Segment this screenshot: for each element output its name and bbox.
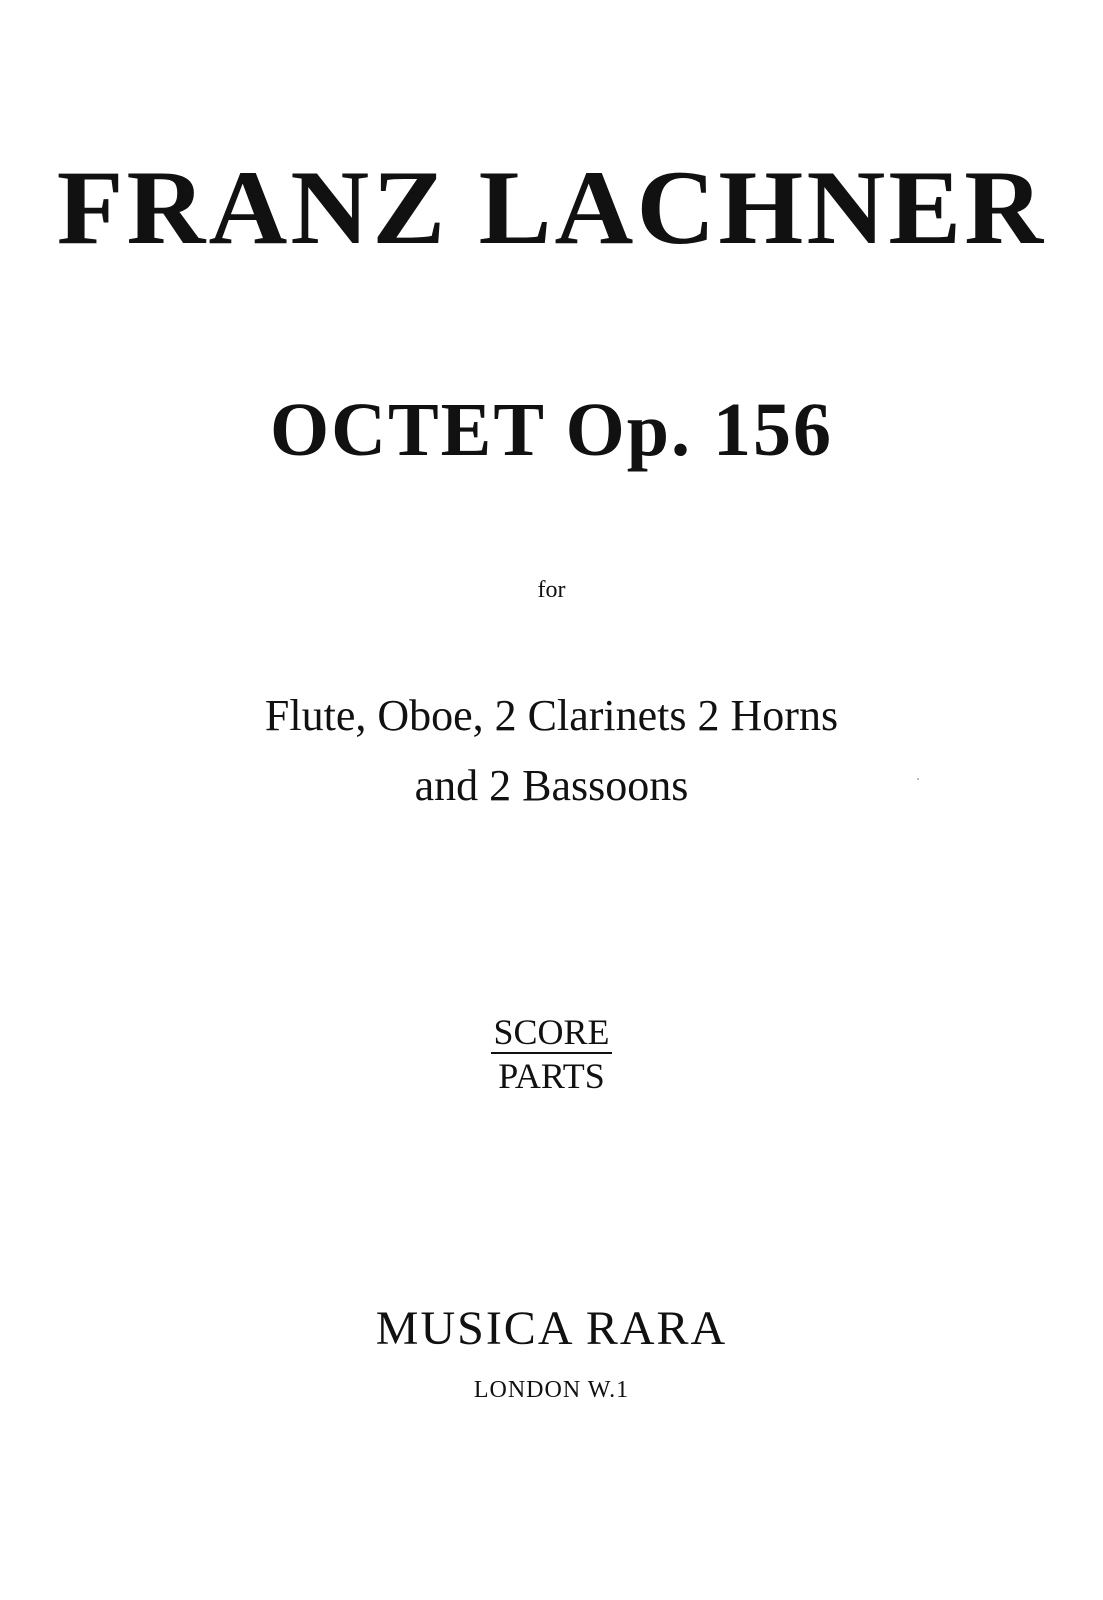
instrumentation-line-1: Flute, Oboe, 2 Clarinets 2 Horns bbox=[264, 691, 839, 740]
for-text: for bbox=[537, 577, 566, 603]
publisher-name: MUSICA RARA bbox=[375, 1302, 728, 1355]
instrumentation-line-2: and 2 Bassoons bbox=[414, 761, 689, 810]
edition-block bbox=[0, 1014, 1103, 1094]
composer-name: FRANZ LACHNER bbox=[56, 149, 1047, 266]
edition-stack bbox=[491, 1014, 611, 1094]
work-title: OCTET Op. 156 bbox=[269, 388, 834, 472]
edition-parts: PARTS bbox=[498, 1056, 605, 1096]
edition-score: SCORE bbox=[493, 1012, 610, 1052]
publisher-city: LONDON W.1 bbox=[473, 1377, 630, 1403]
scan-speck bbox=[917, 778, 919, 780]
